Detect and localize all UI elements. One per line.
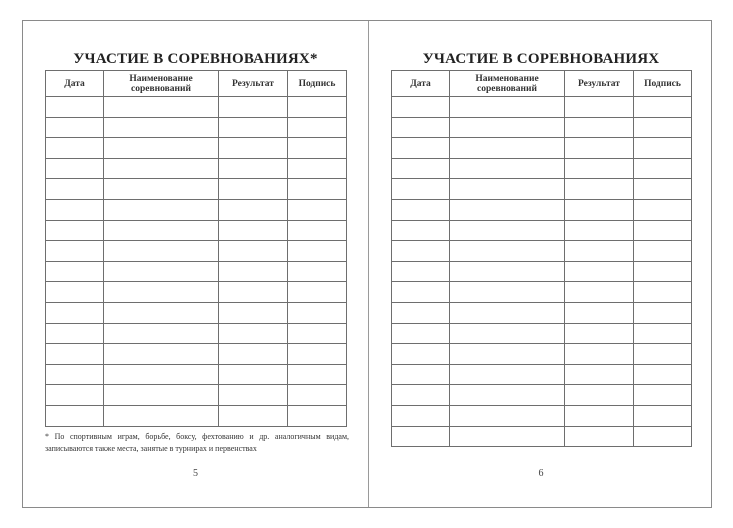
table-row bbox=[392, 302, 692, 323]
table-row bbox=[46, 364, 347, 385]
cell-signature bbox=[634, 241, 692, 262]
table-row bbox=[392, 323, 692, 344]
table-row bbox=[46, 241, 347, 262]
table-row bbox=[392, 97, 692, 118]
cell-competition-name bbox=[104, 405, 219, 426]
cell-date bbox=[392, 158, 450, 179]
cell-date bbox=[392, 199, 450, 220]
cell-result bbox=[565, 179, 634, 200]
cell-competition-name bbox=[104, 158, 219, 179]
cell-result bbox=[219, 117, 288, 138]
cell-date bbox=[46, 117, 104, 138]
cell-result bbox=[565, 323, 634, 344]
page-title: УЧАСТИЕ В СОРЕВНОВАНИЯХ bbox=[422, 51, 660, 67]
cell-competition-name bbox=[104, 344, 219, 365]
cell-result bbox=[565, 261, 634, 282]
cell-competition-name bbox=[450, 220, 565, 241]
cell-signature bbox=[288, 199, 347, 220]
cell-competition-name bbox=[450, 385, 565, 406]
cell-signature bbox=[634, 199, 692, 220]
cell-date bbox=[392, 138, 450, 159]
cell-result bbox=[219, 385, 288, 406]
cell-competition-name bbox=[104, 385, 219, 406]
table-row bbox=[46, 199, 347, 220]
cell-result bbox=[565, 241, 634, 262]
cell-competition-name bbox=[450, 323, 565, 344]
table-row bbox=[392, 158, 692, 179]
cell-competition-name bbox=[450, 344, 565, 365]
cell-signature bbox=[634, 344, 692, 365]
page-number: 6 bbox=[538, 468, 544, 479]
cell-signature bbox=[288, 302, 347, 323]
cell-date bbox=[392, 220, 450, 241]
cell-competition-name bbox=[450, 158, 565, 179]
cell-result bbox=[565, 282, 634, 303]
table-body bbox=[46, 97, 347, 427]
competition-table bbox=[391, 70, 692, 447]
cell-signature bbox=[288, 97, 347, 118]
cell-result bbox=[219, 323, 288, 344]
cell-competition-name bbox=[450, 138, 565, 159]
cell-competition-name bbox=[450, 302, 565, 323]
cell-result bbox=[219, 302, 288, 323]
cell-signature bbox=[288, 385, 347, 406]
page-left bbox=[23, 21, 368, 507]
cell-date bbox=[46, 302, 104, 323]
footnote: * По спортивным играм, борьбе, боксу, фехтованию и др. аналогичным видам, записываются также места, занятые в турнирах и первенствах bbox=[45, 432, 349, 453]
cell-date bbox=[392, 282, 450, 303]
cell-date bbox=[46, 158, 104, 179]
table-row bbox=[392, 344, 692, 365]
table-row bbox=[46, 179, 347, 200]
cell-date bbox=[392, 179, 450, 200]
cell-result bbox=[565, 117, 634, 138]
cell-signature bbox=[634, 261, 692, 282]
cell-signature bbox=[288, 344, 347, 365]
cell-result bbox=[565, 405, 634, 426]
cell-result bbox=[219, 405, 288, 426]
cell-date bbox=[46, 220, 104, 241]
cell-signature bbox=[288, 241, 347, 262]
cell-signature bbox=[634, 364, 692, 385]
competition-table bbox=[45, 70, 347, 427]
cell-signature bbox=[288, 323, 347, 344]
cell-result bbox=[219, 97, 288, 118]
cell-competition-name bbox=[104, 97, 219, 118]
cell-date bbox=[46, 179, 104, 200]
cell-competition-name bbox=[450, 261, 565, 282]
cell-date bbox=[46, 97, 104, 118]
cell-competition-name bbox=[450, 405, 565, 426]
cell-result bbox=[219, 344, 288, 365]
cell-competition-name bbox=[104, 117, 219, 138]
cell-result bbox=[219, 241, 288, 262]
column-header-competition-name: Наименование соревнований bbox=[450, 71, 565, 97]
column-header-date: Дата bbox=[392, 71, 450, 97]
cell-signature bbox=[634, 117, 692, 138]
table-row bbox=[392, 138, 692, 159]
table-row bbox=[46, 138, 347, 159]
cell-date bbox=[392, 364, 450, 385]
column-header-result: Результат bbox=[219, 71, 288, 97]
cell-signature bbox=[634, 405, 692, 426]
cell-signature bbox=[288, 138, 347, 159]
table-row bbox=[392, 426, 692, 447]
cell-result bbox=[565, 138, 634, 159]
page-right bbox=[369, 21, 713, 507]
cell-signature bbox=[634, 138, 692, 159]
column-header-date: Дата bbox=[46, 71, 104, 97]
table-row bbox=[392, 405, 692, 426]
cell-date bbox=[46, 261, 104, 282]
cell-competition-name bbox=[104, 302, 219, 323]
cell-date bbox=[392, 323, 450, 344]
table-row bbox=[392, 117, 692, 138]
cell-signature bbox=[634, 179, 692, 200]
cell-signature bbox=[288, 261, 347, 282]
table-row bbox=[46, 302, 347, 323]
cell-result bbox=[219, 158, 288, 179]
cell-competition-name bbox=[104, 199, 219, 220]
cell-result bbox=[565, 158, 634, 179]
table-row bbox=[392, 179, 692, 200]
cell-signature bbox=[634, 385, 692, 406]
table-row bbox=[46, 117, 347, 138]
cell-competition-name bbox=[450, 199, 565, 220]
cell-date bbox=[392, 302, 450, 323]
cell-signature bbox=[634, 97, 692, 118]
booklet-spread bbox=[22, 20, 712, 508]
table-row bbox=[392, 282, 692, 303]
cell-date bbox=[392, 405, 450, 426]
cell-result bbox=[565, 426, 634, 447]
cell-signature bbox=[288, 179, 347, 200]
cell-competition-name bbox=[450, 282, 565, 303]
cell-competition-name bbox=[450, 117, 565, 138]
cell-signature bbox=[634, 282, 692, 303]
cell-result bbox=[565, 199, 634, 220]
cell-competition-name bbox=[450, 97, 565, 118]
cell-signature bbox=[634, 323, 692, 344]
cell-competition-name bbox=[450, 241, 565, 262]
column-header-signature: Подпись bbox=[288, 71, 347, 97]
table-header-row bbox=[46, 71, 347, 97]
column-header-result: Результат bbox=[565, 71, 634, 97]
column-header-competition-name: Наименование соревнований bbox=[104, 71, 219, 97]
cell-signature bbox=[634, 426, 692, 447]
table-row bbox=[46, 405, 347, 426]
cell-competition-name bbox=[104, 323, 219, 344]
cell-competition-name bbox=[104, 138, 219, 159]
cell-date bbox=[392, 117, 450, 138]
cell-competition-name bbox=[450, 364, 565, 385]
cell-date bbox=[392, 385, 450, 406]
cell-date bbox=[392, 344, 450, 365]
table-row bbox=[392, 385, 692, 406]
cell-result bbox=[219, 261, 288, 282]
table-row bbox=[46, 158, 347, 179]
cell-signature bbox=[288, 220, 347, 241]
cell-date bbox=[392, 241, 450, 262]
cell-date bbox=[46, 323, 104, 344]
cell-date bbox=[46, 385, 104, 406]
cell-result bbox=[565, 302, 634, 323]
cell-result bbox=[219, 179, 288, 200]
cell-date bbox=[46, 282, 104, 303]
cell-date bbox=[392, 261, 450, 282]
cell-result bbox=[565, 364, 634, 385]
cell-result bbox=[219, 282, 288, 303]
table-row bbox=[46, 220, 347, 241]
cell-competition-name bbox=[104, 261, 219, 282]
cell-competition-name bbox=[104, 364, 219, 385]
table-row bbox=[46, 344, 347, 365]
cell-signature bbox=[288, 282, 347, 303]
cell-date bbox=[46, 344, 104, 365]
cell-result bbox=[219, 220, 288, 241]
cell-competition-name bbox=[450, 426, 565, 447]
cell-result bbox=[565, 344, 634, 365]
cell-signature bbox=[634, 158, 692, 179]
table-row bbox=[392, 364, 692, 385]
cell-result bbox=[219, 138, 288, 159]
cell-result bbox=[565, 220, 634, 241]
cell-date bbox=[392, 97, 450, 118]
cell-result bbox=[219, 364, 288, 385]
table-row bbox=[392, 241, 692, 262]
table-row bbox=[392, 261, 692, 282]
cell-competition-name bbox=[104, 179, 219, 200]
cell-competition-name bbox=[104, 241, 219, 262]
table-row bbox=[392, 199, 692, 220]
cell-result bbox=[565, 97, 634, 118]
table-header-row bbox=[392, 71, 692, 97]
cell-competition-name bbox=[104, 220, 219, 241]
column-header-signature: Подпись bbox=[634, 71, 692, 97]
table-row bbox=[46, 261, 347, 282]
table-row bbox=[392, 220, 692, 241]
cell-date bbox=[46, 241, 104, 262]
cell-date bbox=[392, 426, 450, 447]
table-body bbox=[392, 97, 692, 447]
cell-signature bbox=[634, 302, 692, 323]
table-row bbox=[46, 282, 347, 303]
cell-signature bbox=[288, 364, 347, 385]
page-title: УЧАСТИЕ В СОРЕВНОВАНИЯХ* bbox=[73, 51, 318, 67]
page-number: 5 bbox=[193, 468, 198, 479]
cell-signature bbox=[634, 220, 692, 241]
cell-signature bbox=[288, 117, 347, 138]
table-row bbox=[46, 385, 347, 406]
cell-competition-name bbox=[104, 282, 219, 303]
cell-signature bbox=[288, 158, 347, 179]
table-row bbox=[46, 97, 347, 118]
cell-date bbox=[46, 364, 104, 385]
cell-signature bbox=[288, 405, 347, 426]
cell-date bbox=[46, 405, 104, 426]
cell-competition-name bbox=[450, 179, 565, 200]
cell-result bbox=[219, 199, 288, 220]
cell-date bbox=[46, 138, 104, 159]
cell-result bbox=[565, 385, 634, 406]
cell-date bbox=[46, 199, 104, 220]
table-row bbox=[46, 323, 347, 344]
